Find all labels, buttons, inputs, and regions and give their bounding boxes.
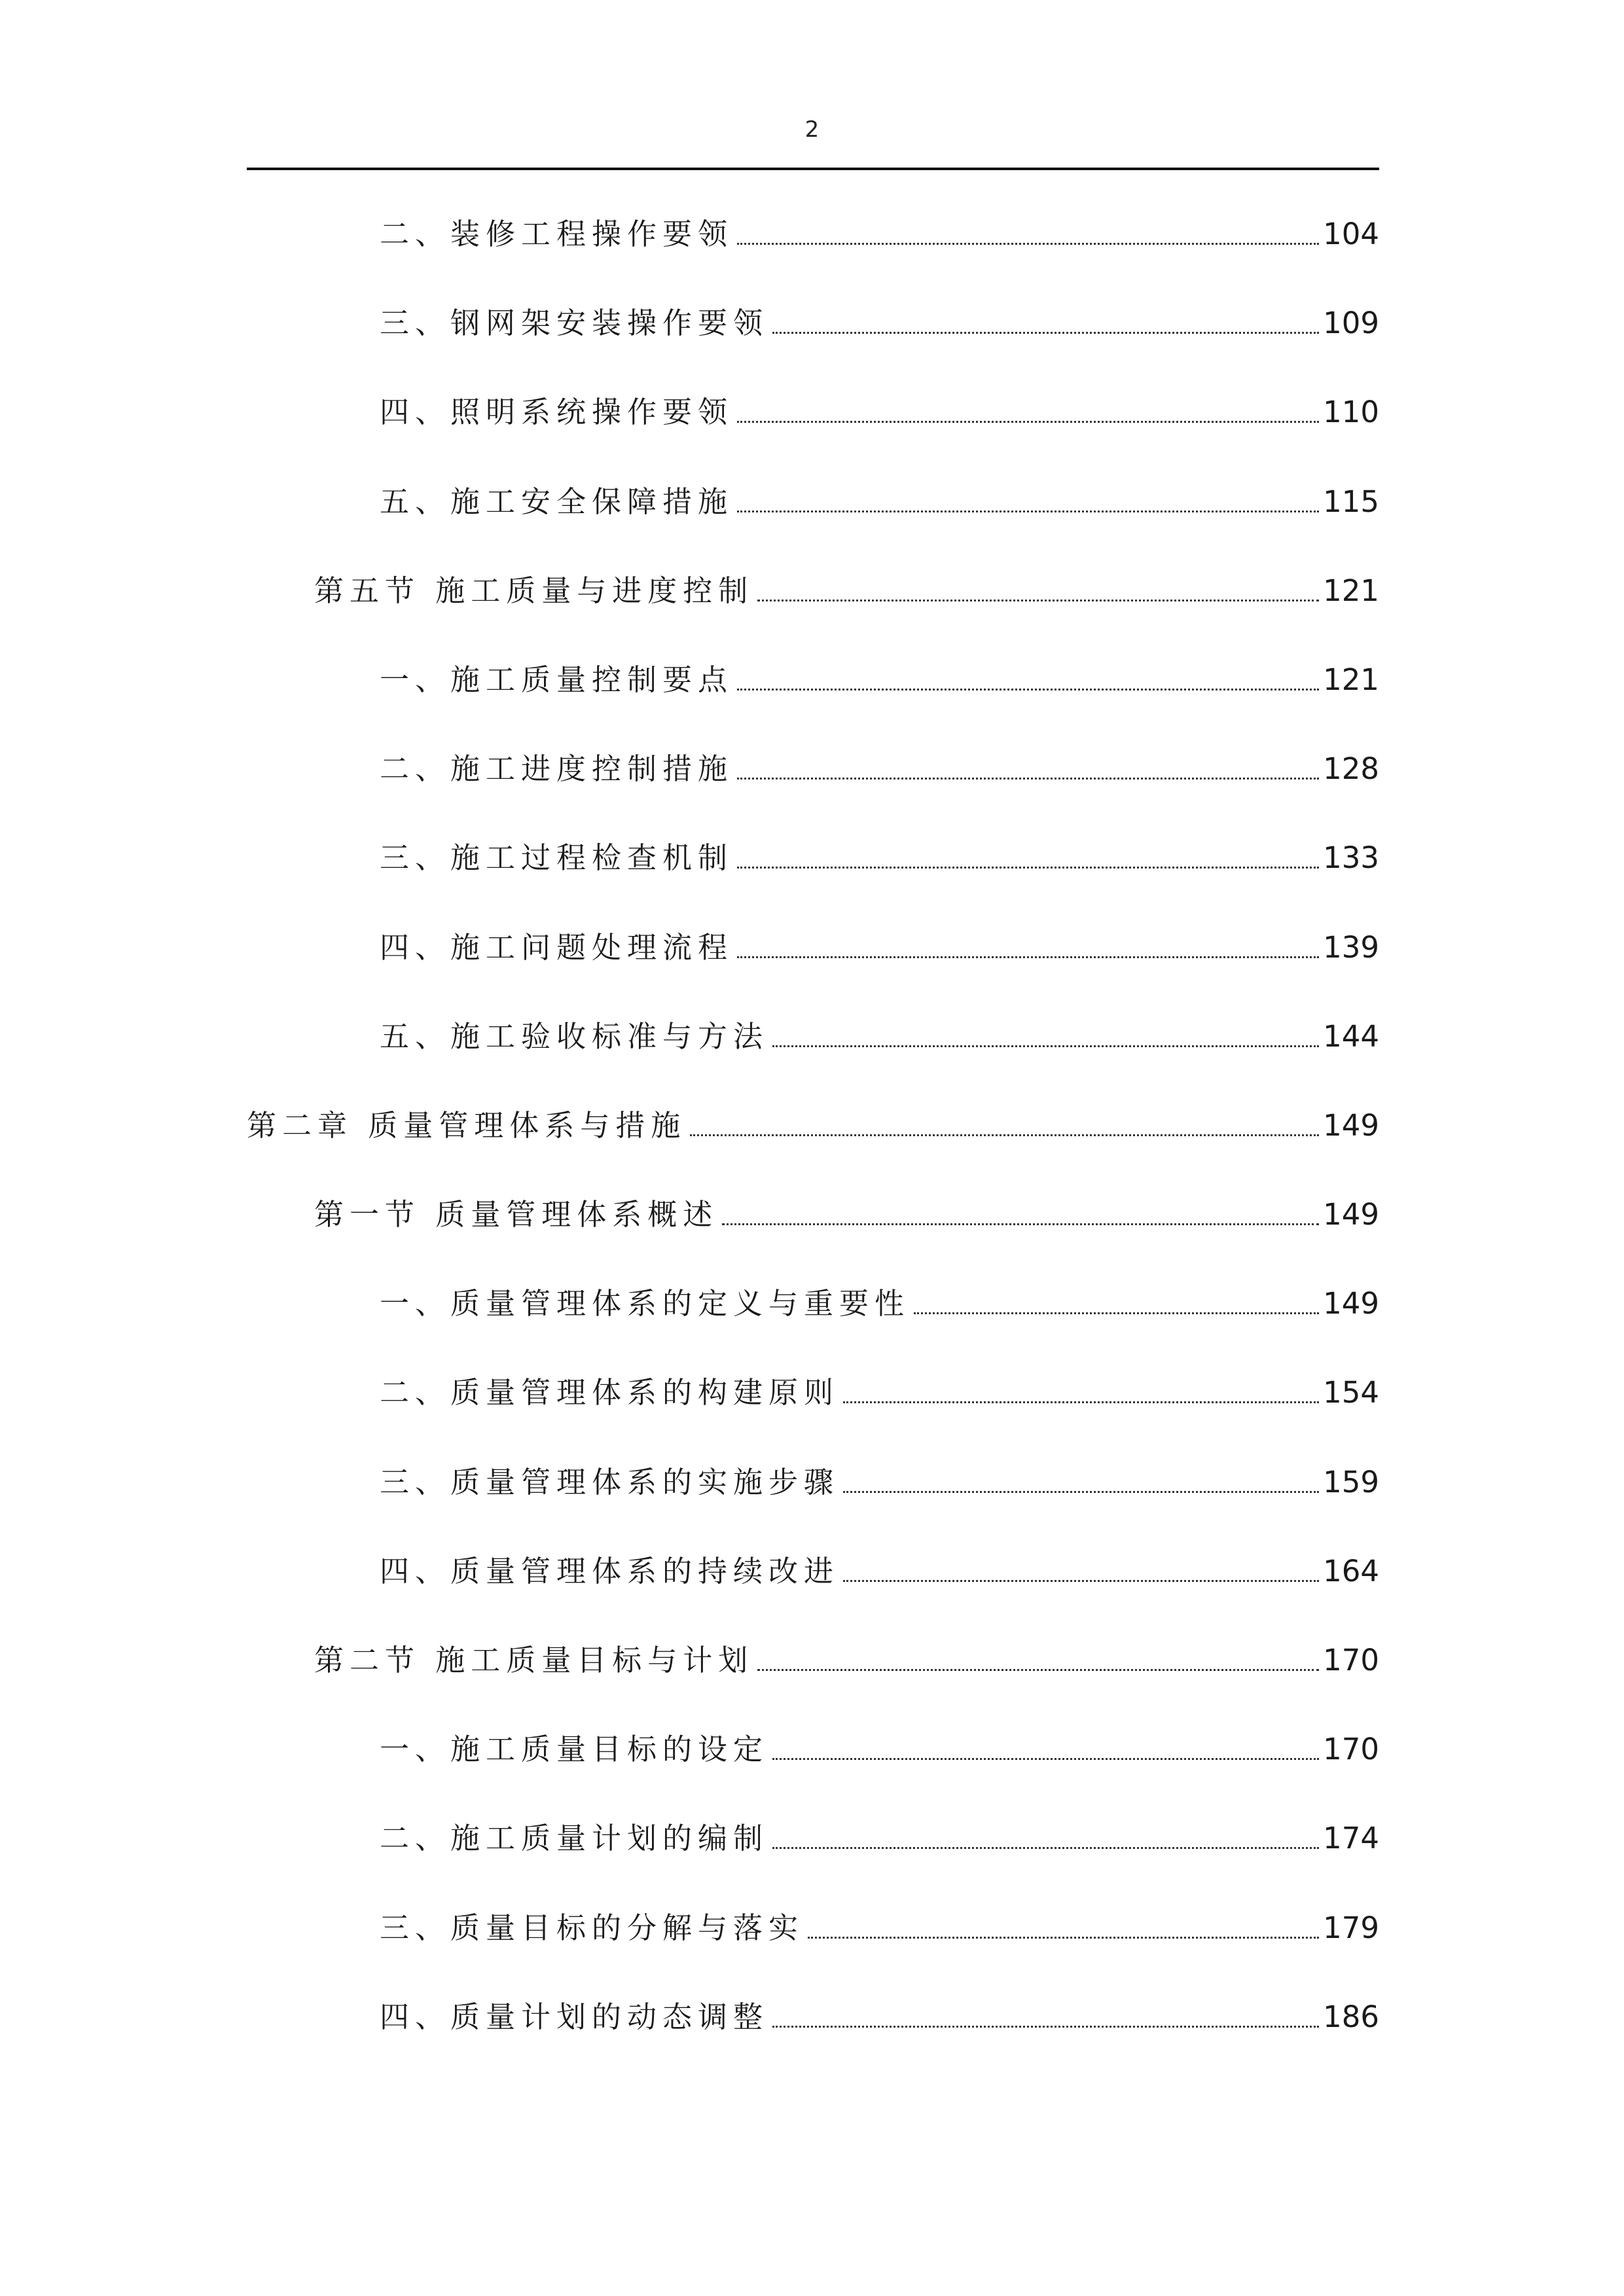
toc-entry-page-number: 159 xyxy=(1323,1464,1379,1499)
toc-entry-title: 二、施工质量计划的编制 xyxy=(380,1821,769,1856)
page-number: 2 xyxy=(804,117,820,143)
toc-dot-leader xyxy=(772,1045,1319,1047)
toc-entry-title: 三、质量管理体系的实施步骤 xyxy=(380,1464,840,1499)
toc-entry-page-number: 109 xyxy=(1323,306,1379,341)
toc-entry[interactable] xyxy=(0,927,1624,1016)
toc-dot-leader xyxy=(737,421,1319,423)
toc-entry-title: 第二章 质量管理体系与措施 xyxy=(247,1107,687,1143)
toc-entry-title: 四、质量计划的动态调整 xyxy=(380,1999,769,2034)
toc-dot-leader xyxy=(808,1937,1319,1939)
toc-entry-title: 四、质量管理体系的持续改进 xyxy=(380,1553,840,1588)
toc-entry-page-number: 149 xyxy=(1323,1197,1379,1232)
toc-entry[interactable] xyxy=(0,660,1624,749)
toc-entry-page-number: 110 xyxy=(1323,395,1379,430)
toc-dot-leader xyxy=(843,1580,1319,1582)
toc-entry[interactable] xyxy=(0,1908,1624,1997)
toc-dot-leader xyxy=(757,1669,1319,1671)
toc-dot-leader xyxy=(690,1134,1319,1136)
toc-entry[interactable] xyxy=(0,214,1624,303)
toc-entry[interactable] xyxy=(0,1194,1624,1283)
toc-dot-leader xyxy=(914,1312,1319,1314)
toc-entry[interactable] xyxy=(0,1105,1624,1194)
toc-entry-page-number: 121 xyxy=(1323,662,1379,697)
toc-dot-leader xyxy=(772,2026,1319,2028)
toc-entry-title: 一、施工质量控制要点 xyxy=(380,662,734,697)
toc-entry-page-number: 121 xyxy=(1323,573,1379,608)
toc-dot-leader xyxy=(757,600,1319,601)
toc-entry[interactable] xyxy=(0,1818,1624,1907)
toc-dot-leader xyxy=(737,243,1319,245)
toc-entry-page-number: 154 xyxy=(1323,1375,1379,1410)
toc-entry[interactable] xyxy=(0,838,1624,927)
toc-dot-leader xyxy=(722,1223,1319,1225)
toc-entry-page-number: 174 xyxy=(1323,1821,1379,1856)
toc-entry[interactable] xyxy=(0,571,1624,660)
toc-dot-leader xyxy=(772,1847,1319,1849)
toc-entry[interactable] xyxy=(0,1551,1624,1640)
toc-entry-page-number: 164 xyxy=(1323,1553,1379,1588)
toc-entry-page-number: 115 xyxy=(1323,484,1379,519)
toc-dot-leader xyxy=(843,1401,1319,1403)
toc-entry-title: 二、质量管理体系的构建原则 xyxy=(380,1375,840,1410)
toc-entry[interactable] xyxy=(0,1462,1624,1551)
toc-entry-page-number: 186 xyxy=(1323,1999,1379,2034)
toc-entry-page-number: 149 xyxy=(1323,1286,1379,1321)
toc-entry-title: 四、施工问题处理流程 xyxy=(380,929,734,965)
toc-entry-title: 一、施工质量目标的设定 xyxy=(380,1732,769,1767)
toc-entry-title: 五、施工安全保障措施 xyxy=(380,484,734,519)
toc-entry-title: 三、质量目标的分解与落实 xyxy=(380,1910,804,1945)
toc-dot-leader xyxy=(843,1491,1319,1493)
toc-entry[interactable] xyxy=(0,392,1624,481)
toc-entry-page-number: 139 xyxy=(1323,929,1379,965)
toc-entry-title: 三、施工过程检查机制 xyxy=(380,840,734,876)
toc-dot-leader xyxy=(737,956,1319,958)
toc-entry-page-number: 133 xyxy=(1323,840,1379,876)
toc-entry[interactable] xyxy=(0,482,1624,571)
toc-entry-title: 三、钢网架安装操作要领 xyxy=(380,306,769,341)
toc-entry-page-number: 170 xyxy=(1323,1643,1379,1677)
toc-dot-leader xyxy=(737,511,1319,512)
toc-entry-title: 二、装修工程操作要领 xyxy=(380,217,734,251)
toc-entry-title: 第二节 施工质量目标与计划 xyxy=(314,1643,754,1677)
toc-entry[interactable] xyxy=(0,1729,1624,1818)
toc-dot-leader xyxy=(737,778,1319,780)
toc-entry-title: 四、照明系统操作要领 xyxy=(380,395,734,430)
toc-entry-title: 第一节 质量管理体系概述 xyxy=(314,1197,719,1232)
toc-dot-leader xyxy=(737,867,1319,869)
toc-entry[interactable] xyxy=(0,1997,1624,2086)
toc-entry-page-number: 104 xyxy=(1323,217,1379,251)
toc-entry[interactable] xyxy=(0,749,1624,838)
toc-entry[interactable] xyxy=(0,1016,1624,1105)
toc-entry-title: 五、施工验收标准与方法 xyxy=(380,1018,769,1054)
toc-entry[interactable] xyxy=(0,303,1624,392)
toc-entry-page-number: 149 xyxy=(1323,1107,1379,1143)
table-of-contents xyxy=(0,214,1624,2086)
toc-entry-page-number: 128 xyxy=(1323,751,1379,787)
toc-dot-leader xyxy=(737,689,1319,691)
toc-entry-page-number: 179 xyxy=(1323,1910,1379,1945)
toc-entry-page-number: 170 xyxy=(1323,1732,1379,1767)
header-rule xyxy=(247,168,1379,170)
toc-dot-leader xyxy=(772,332,1319,334)
toc-entry-title: 一、质量管理体系的定义与重要性 xyxy=(380,1286,911,1321)
toc-entry-page-number: 144 xyxy=(1323,1018,1379,1054)
toc-dot-leader xyxy=(772,1758,1319,1760)
toc-entry-title: 二、施工进度控制措施 xyxy=(380,751,734,787)
toc-entry-title: 第五节 施工质量与进度控制 xyxy=(314,573,754,608)
toc-entry[interactable] xyxy=(0,1640,1624,1729)
toc-entry[interactable] xyxy=(0,1372,1624,1462)
toc-entry[interactable] xyxy=(0,1283,1624,1372)
